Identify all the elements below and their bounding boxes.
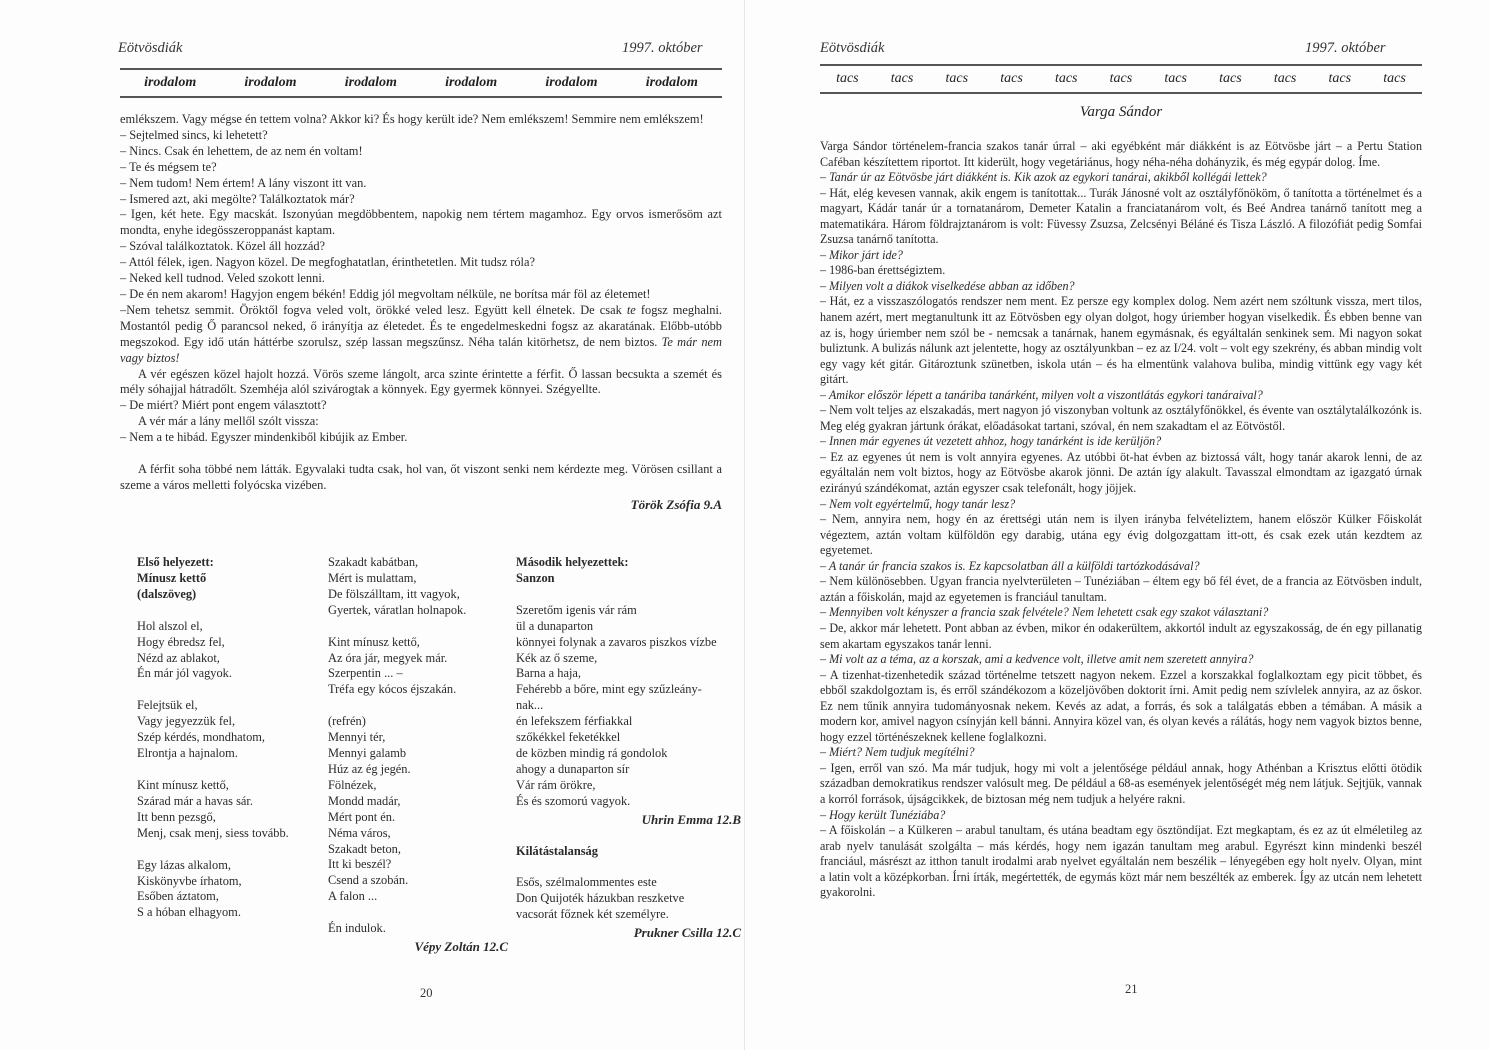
section-tab: tacs xyxy=(890,71,914,86)
section-tab: tacs xyxy=(1000,71,1023,86)
poem-line: nak... xyxy=(516,698,544,713)
interview-answer: – Nem, annyira nem, hogy én az érettségi után nem is ilyen irányba felvételiztem, hanem először Külker Főiskolát végeztem, aztán voltam külföldön egy darabig, utána egy évig dolgozgattam itt-ott, és csak ezek után kezdtem az egyetemet. xyxy=(820,512,1422,558)
poem-line: én lefekszem férfiakkal xyxy=(516,714,633,729)
interview-question: – Mennyiben volt kényszer a francia szak felvétele? Nem lehetett csak egy szakot választani? xyxy=(820,605,1269,620)
story-paragraph xyxy=(120,303,722,367)
poem-line: szőkékkel feketékkel xyxy=(516,730,621,745)
interview-answer: – Hát, ez a visszaszólogatós rendszer nem ment. Ez persze egy komplex dolog. Nem azért nem szóltunk vissza, mert tilos, hanem azért, mert megtanultunk itt az Eötvösben egy olyan dolgot, hogy úriember hogyan viselkedik. És ebben benne van az is, hogy úriember nem szól be - nemcsak a tanárnak, hanem egymásnak, és egyáltalán senkinek sem. Mi nagyon sokat buliztunk. A bulizás nálunk azt jelentette, hogy az osztályunkban – ez az I/24. volt – volt egy szekrény, és abban mindig volt egy vagy két gitár. Gitároztunk szünetben, iskola után – és ha elmentünk valahova buliba, mindig vittünk egy vagy két gitárt. xyxy=(820,294,1422,387)
story-line: – Attól félek, igen. Nagyon közel. De megfoghatatlan, érinthetetlen. Mit tudsz róla? xyxy=(120,255,535,270)
right-page xyxy=(745,0,1489,1050)
poem-author: Vépy Zoltán 12.C xyxy=(414,939,508,955)
story-line: A vér egészen közel hajolt hozzá. Vörös szeme lángolt, arca szinte érintette a férfit. Ő lassan becsukta a szemét és mély sóhajjal hátradőlt. Szemhéja alól szivárogtak a könnyek. Egy gyermek könnyei. Szégyellte. xyxy=(120,366,722,397)
interview-answer: – A tizenhat-tizenhetedik század történelme tetszett nagyon nekem. Ezzel a korszakkal foglalkoztam egy picit többet, és ebből szakdolgoztam is, és erről szándékozom a közeljövőben doktorit írni. Amit pedig nem szívlelek annyira, az az őskor. Ez nem tűnik annyira tudományosnak nekem. Kevés az adat, a forrás, és sok a találgatás ebben a témában. A másik a modern kor, amivel nagyon csínyján kell bánni. Annyira közel van, és olyan kevés a rálátás, hogy nem vagyok biztos benne, hogy ezzel történészeknek kellene foglalkozni. xyxy=(820,667,1422,744)
interview-question: – Tanár úr az Eötvösbe járt diákként is. Kik azok az egykori tanárai, akikből kollégái lettek? xyxy=(820,170,1267,185)
story-ending: A férfit soha többé nem látták. Egyvalaki tudta csak, hol van, őt viszont senki nem kérdezte meg. Vörösen csillant a szeme a város melletti folyócska vizében. xyxy=(120,462,722,492)
story-line: – Nem tudom! Nem értem! A lány viszont itt van. xyxy=(120,175,367,190)
interview-answer: Varga Sándor történelem-francia szakos tanár úrral – aki egyébként már diákként is az Eötvösbe járt – a Pertu Station Caféban készítettem riportot. Itt kiderült, hogy vegetáriánus, hogy néha-néha dohányzik, és még egypár dolog. Íme. xyxy=(820,139,1422,169)
poem-line: Én már jól vagyok. xyxy=(137,666,232,681)
emphasis: te xyxy=(626,302,636,317)
poem-line: Esős, szélmalommentes este xyxy=(516,875,657,890)
poem-line: Egy lázas alkalom, xyxy=(137,857,231,872)
poem-line: Csend a szobán. xyxy=(328,873,409,888)
poem-line: Vár rám örökre, xyxy=(516,777,596,792)
interview-question: – Nem volt egyértelmű, hogy tanár lesz? xyxy=(820,496,1016,511)
section-tab: irodalom xyxy=(645,75,698,90)
poem-line: Nézd az ablakot, xyxy=(137,650,220,665)
page-number: 20 xyxy=(420,986,433,1000)
poem-line: De fölszálltam, itt vagyok, xyxy=(328,586,460,601)
poem-line: Szárad már a havas sár. xyxy=(137,793,253,808)
poem-line: Fölnézek, xyxy=(328,777,377,792)
section-tab: tacs xyxy=(1383,71,1406,86)
poem-line: Szerpentin ... – xyxy=(328,666,403,681)
section-band-tacs xyxy=(820,64,1422,94)
poem-title: Kilátástalanság xyxy=(516,843,598,858)
poem-line: Barna a haja, xyxy=(516,666,582,681)
poem-line: Én indulok. xyxy=(328,921,386,936)
poem-heading: Második helyezettek: xyxy=(516,555,629,569)
story-line: – De én nem akarom! Hagyjon engem békén! Eddig jól megvoltam nélküle, ne borítsa már föl az életemet! xyxy=(120,286,651,301)
section-tab: tacs xyxy=(1328,71,1352,86)
section-tab: tacs xyxy=(1219,71,1242,86)
poem-line: Kint mínusz kettő, xyxy=(137,777,229,792)
poem-line: Itt ki beszél? xyxy=(328,857,392,872)
issue-date: 1997. október xyxy=(622,40,703,56)
section-tab: tacs xyxy=(1109,71,1133,86)
poem-subtitle: (dalszöveg) xyxy=(137,586,197,601)
story-line: – Nem a te hibád. Egyszer mindenkiből kibújik az Ember. xyxy=(120,430,408,445)
poem-line: könnyei folynak a zavaros piszkos vízbe xyxy=(516,634,717,649)
poem-line: Kint mínusz kettő, xyxy=(328,634,420,649)
story-author: Török Zsófia 9.A xyxy=(630,496,722,512)
story-line: – Sejtelmed sincs, ki lehetett? xyxy=(120,127,268,142)
poem-line: Fehérebb a bőre, mint egy szűzleány- xyxy=(516,682,702,697)
poem-line: Az óra jár, megyek már. xyxy=(328,650,448,665)
section-tab: irodalom xyxy=(445,75,498,90)
poem-line: Kék az ő szeme, xyxy=(516,650,598,665)
poem-title: Mínusz kettő xyxy=(137,570,207,585)
poem-line: S a hóban elhagyom. xyxy=(137,905,241,920)
section-tab: tacs xyxy=(945,71,969,86)
emphasis: Te már nem vagy biztos! xyxy=(120,334,722,365)
publication-name: Eötvösdiák xyxy=(820,40,885,56)
poem-line: Hogy ébredsz fel, xyxy=(137,634,225,649)
story-text xyxy=(120,112,722,513)
article-title: Varga Sándor xyxy=(1079,104,1163,120)
poem-line: Vagy jegyezzük fel, xyxy=(137,714,236,729)
poem-line: Hol alszol el, xyxy=(137,618,203,633)
poem-line: Mért pont én. xyxy=(328,809,396,824)
section-tab: irodalom xyxy=(344,75,397,90)
interview-answer: – Igen, erről van szó. Ma már tudjuk, hogy mi volt a jelentősége például annak, hogy Athénban a Krisztus előtti ötödik században demokratikus rendszer valósult meg. De például a 68-as események jelentőségét még nem látjuk. Sejtjük, vannak a korról források, újságcikkek, de biztosan még nem tudjuk a helyére rakni. xyxy=(820,760,1422,806)
interview-question: – Mi volt az a téma, az a korszak, ami a kedvence volt, illetve amit nem szeretett annyira? xyxy=(820,652,1254,667)
text-run: –Nem tehetsz semmit. Öröktől fogva veled volt, örökké veled lesz. Együtt kell élnetek. De csak xyxy=(120,302,627,317)
interview-question: – Innen már egyenes út vezetett ahhoz, hogy tanárként is ide kerüljön? xyxy=(820,434,1162,449)
interview-question: – A tanár úr francia szakos is. Ez kapcsolatban áll a külföldi tartózkodásával? xyxy=(820,558,1200,573)
section-tab: irodalom xyxy=(144,75,197,90)
text-run: fogsz meghalni. Mostantól pedig Ő parancsol neked, ő irányítja az életedet. És te engedelmeskedni fogsz az akaratának. Előbb-utóbb megszokod. Egy idő után háttérbe szorulsz, szép lassan megszűnsz. Néha talán kitörhetsz, de nem biztos. xyxy=(120,302,722,349)
section-tab: tacs xyxy=(1054,71,1078,86)
poem-line: vacsorát főznek két személyre. xyxy=(516,907,669,922)
section-band-irodalom xyxy=(120,68,722,98)
interview-answer: – Ez az egyenes út nem is volt annyira egyenes. Az utóbbi öt-hat évben az biztossá vált, hogy tanár akarok lenni, de az egyáltalán nem volt biztos, hogy az Eötvösbe akarok jönni. De aztán így alakult. Tavasszal elmondtam az igazgató úrnak ezirányú szándékomat, aztán egyszer csak telefonált, hogy jöjjek. xyxy=(820,449,1422,496)
interview-question: – Mikor járt ide? xyxy=(820,247,903,262)
interview-question: – Milyen volt a diákok viselkedése abban az időben? xyxy=(820,278,1075,293)
poem-line: És és szomorú vagyok. xyxy=(516,793,631,808)
poem-line: de közben mindig rá gondolok xyxy=(516,745,668,760)
interview-answer: – Nem különösebben. Ugyan francia nyelvterületen – Tunéziában – éltem egy bő fél évet, de a francia az Eötvösben indult, aztán a főiskolán, majd az egyetemen is franciául tanultam. xyxy=(820,574,1422,604)
left-page xyxy=(0,0,744,1050)
interview-question: – Hogy került Tunéziába? xyxy=(820,807,946,822)
poem-line: Mért is mulattam, xyxy=(328,570,417,585)
story-line: A vér már a lány mellől szólt vissza: xyxy=(138,414,319,429)
poem-line: Húz az ég jegén. xyxy=(328,761,411,776)
issue-date: 1997. október xyxy=(1305,40,1386,56)
poem-line: Szakadt kabátban, xyxy=(328,555,419,569)
story-line: – Neked kell tudnod. Veled szokott lenni. xyxy=(120,271,325,286)
interview-answer: – Nem volt teljes az elszakadás, mert nagyon jó viszonyban voltunk az osztályfőnökkel, és évente van osztálytalálkozónk is. Meg elég gyakran jártunk órákat, előadásokat tartani, szóval, én nem szakadtam el az Eötvöstől. xyxy=(820,403,1422,433)
section-tab: tacs xyxy=(836,71,859,86)
poem-line: Kiskönyvbe írhatom, xyxy=(137,873,242,888)
poem-line: Gyertek, váratlan holnapok. xyxy=(328,602,467,617)
story-line: – De miért? Miért pont engem választott? xyxy=(120,398,327,413)
poem-title: Sanzon xyxy=(516,570,555,585)
story-line: – Te és mégsem te? xyxy=(120,159,217,174)
interview-answer: – Hát, elég kevesen vannak, akik engem is tanítottak... Turák Jánosné volt az osztályfőnököm, ő tanította a történelmet és a magyart, Kádár tanár úr a tornatanárom, Demeter Katalin a franciatanárom volt, és Beé Andrea tanárnő tanított meg a matematikára. Három földrajztanárom is volt: Füvessy Zsuzsa, Zelcsényi Béláné és Tisza László. A filozófiát pedig Somfai Zsuzsa tanárnő tanította. xyxy=(820,185,1422,247)
poem-line: Mennyi tér, xyxy=(328,730,386,745)
poem-line: A falon ... xyxy=(328,889,378,904)
poem-author: Prukner Csilla 12.C xyxy=(633,925,741,941)
poem-line: Itt benn pezsgő, xyxy=(137,809,216,824)
poem-line: Tréfa egy kócos éjszakán. xyxy=(328,682,457,697)
poem-line: Szakadt beton, xyxy=(328,841,401,856)
poem-line: ül a dunaparton xyxy=(516,618,594,633)
publication-name: Eötvösdiák xyxy=(118,40,183,56)
poem-line: Elrontja a hajnalom. xyxy=(137,746,238,761)
section-tab: tacs xyxy=(1164,71,1187,86)
poem-line: Menj, csak menj, siess tovább. xyxy=(137,825,289,840)
poem-line: ahogy a dunaparton sír xyxy=(516,761,630,776)
section-tab: irodalom xyxy=(545,75,598,90)
interview-text xyxy=(820,139,1422,901)
poem-line: Esőben áztatom, xyxy=(137,889,219,904)
poem-line: Szép kérdés, mondhatom, xyxy=(137,730,266,745)
poem-author: Uhrin Emma 12.B xyxy=(641,811,741,827)
poem-line: Szeretőm igenis vár rám xyxy=(516,602,637,617)
section-tab: tacs xyxy=(1273,71,1297,86)
poem-sanzon xyxy=(516,555,741,941)
poem-line: Don Quijoték házukban reszketve xyxy=(516,891,685,906)
poem-minusz-ketto-col2 xyxy=(328,555,508,955)
page-number: 21 xyxy=(1125,982,1138,996)
poem-heading: Első helyezett: xyxy=(137,555,214,569)
interview-answer: – De, akkor már lehetett. Pont abban az évben, mikor én odakerültem, akkortól indult az egyszakosság, de én egy pillanatig sem akartam egyszakos tanár lenni. xyxy=(820,620,1422,651)
story-line: – Ismered azt, aki megölte? Találkoztatok már? xyxy=(120,191,355,206)
poem-minusz-ketto-col1 xyxy=(137,555,317,921)
poem-line: Mennyi galamb xyxy=(328,746,407,761)
poem-line: Mondd madár, xyxy=(328,793,401,808)
interview-question: – Amikor először lépett a tanáriba tanárként, milyen volt a viszontlátás egykori tanáraival? xyxy=(820,387,1263,402)
interview-answer: – A főiskolán – a Külkeren – arabul tanultam, és utána beadtam egy ösztöndíjat. Ezt megkaptam, és ez az út elméletileg az arab nyelv tanulását szolgálta – más kérdés, hogy nem igazán tanultam meg arabul. Egyrészt kinn mindenki beszél franciául, másrészt az itthon tanult irodalmi arab nyelvet egyáltalán nem beszélik – lényegében egy holt nyelv. Olyan, mint a latin volt a középkorban. Írni írták, megértették, de egymás közt már nem beszélték az emberek. Így az utcán nem lehetett gyakorolni. xyxy=(820,823,1422,900)
story-line: emlékszem. Vagy mégse én tettem volna? Akkor ki? És hogy került ide? Nem emlékszem! Semmire nem emlékszem! xyxy=(120,112,704,126)
section-tab: irodalom xyxy=(244,75,297,90)
poem-line: Felejtsük el, xyxy=(137,698,198,713)
poem-line: Néma város, xyxy=(328,825,391,840)
interview-answer: – 1986-ban érettségiztem. xyxy=(820,263,946,278)
interview-question: – Miért? Nem tudjuk megítélni? xyxy=(820,745,975,760)
story-line: – Nincs. Csak én lehettem, de az nem én voltam! xyxy=(120,143,363,158)
story-line: – Igen, két hete. Egy macskát. Iszonyúan megdöbbentem, napokig nem tértem magamhoz. Egy orvos ismerősöm azt mondta, enyhe idegösszeroppanást kaptam. xyxy=(120,207,722,238)
story-line: – Szóval találkoztatok. Közel áll hozzád? xyxy=(120,239,326,254)
poem-line: (refrén) xyxy=(328,714,366,729)
